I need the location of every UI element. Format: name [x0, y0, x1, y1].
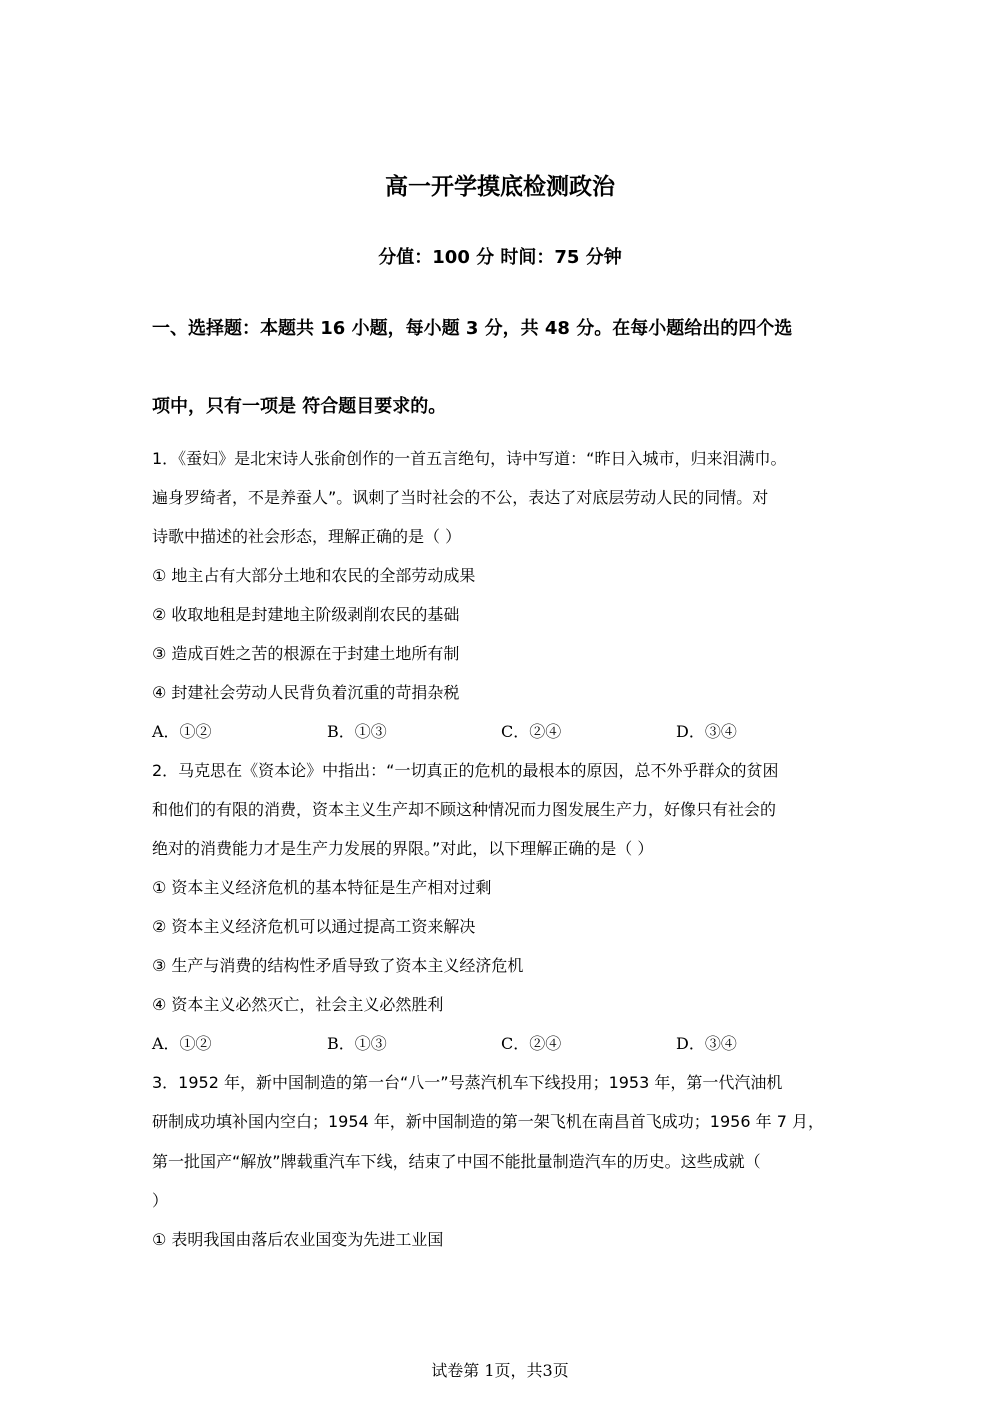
question-2-stem-line-3: 绝对的消费能力才是生产力发展的界限。”对此，以下理解正确的是（ ）: [152, 839, 654, 858]
section-heading-line-2: 项中，只有一项是 符合题目要求的。: [152, 396, 447, 417]
question-3-stem-line-2: 研制成功填补国内空白；1954 年，新中国制造的第一架飞机在南昌首飞成功；1956 年 7 月，: [152, 1112, 824, 1131]
score-time-info: 分值：100 分 时间：75 分钟: [378, 247, 622, 268]
question-3-item-1: ① 表明我国由落后农业国变为先进工业国: [152, 1230, 444, 1249]
question-1-option-a: A．①②: [152, 722, 212, 741]
question-1-option-b: B．①③: [327, 722, 387, 741]
question-1-item-1: ① 地主占有大部分土地和农民的全部劳动成果: [152, 566, 476, 585]
question-1-item-3: ③ 造成百姓之苦的根源在于封建土地所有制: [152, 644, 460, 663]
question-3-stem-line-4: ）: [152, 1191, 169, 1210]
question-2-item-3: ③ 生产与消费的结构性矛盾导致了资本主义经济危机: [152, 956, 524, 975]
question-1-item-2: ② 收取地租是封建地主阶级剥削农民的基础: [152, 605, 460, 624]
question-2-option-c: C．②④: [501, 1034, 562, 1053]
question-2-stem-line-1: 2．马克思在《资本论》中指出：“一切真正的危机的最根本的原因，总不外乎群众的贫困: [152, 761, 779, 780]
page-footer: 试卷第 1页，共3页: [431, 1361, 569, 1380]
question-1-stem-line-3: 诗歌中描述的社会形态，理解正确的是（ ）: [152, 527, 462, 546]
question-1-item-4: ④ 封建社会劳动人民背负着沉重的苛捐杂税: [152, 683, 460, 702]
question-1-option-c: C．②④: [501, 722, 562, 741]
question-1-stem-line-2: 遍身罗绮者，不是养蚕人”。讽刺了当时社会的不公，表达了对底层劳动人民的同情。对: [152, 488, 769, 507]
question-2-stem-line-2: 和他们的有限的消费，资本主义生产却不顾这种情况而力图发展生产力，好像只有社会的: [152, 800, 777, 819]
question-1-option-d: D．③④: [676, 722, 737, 741]
page-title: 高一开学摸底检测政治: [385, 174, 615, 200]
question-3-stem-line-1: 3．1952 年，新中国制造的第一台“八一”号蒸汽机车下线投用；1953 年，第一代汽油机: [152, 1073, 783, 1092]
question-2-option-b: B．①③: [327, 1034, 387, 1053]
section-heading-line-1: 一、选择题：本题共 16 小题，每小题 3 分，共 48 分。在每小题给出的四个选: [152, 318, 793, 339]
question-1-stem-line-1: 1．《蚕妇》是北宋诗人张俞创作的一首五言绝句，诗中写道：“昨日入城市，归来泪满巾。: [152, 449, 787, 468]
question-3-stem-line-3: 第一批国产“解放”牌载重汽车下线，结束了中国不能批量制造汽车的历史。这些成就（: [152, 1152, 761, 1171]
question-2-item-4: ④ 资本主义必然灭亡，社会主义必然胜利: [152, 995, 444, 1014]
question-2-item-2: ② 资本主义经济危机可以通过提高工资来解决: [152, 917, 476, 936]
question-2-option-d: D．③④: [676, 1034, 737, 1053]
question-2-option-a: A．①②: [152, 1034, 212, 1053]
question-2-item-1: ① 资本主义经济危机的基本特征是生产相对过剩: [152, 878, 492, 897]
